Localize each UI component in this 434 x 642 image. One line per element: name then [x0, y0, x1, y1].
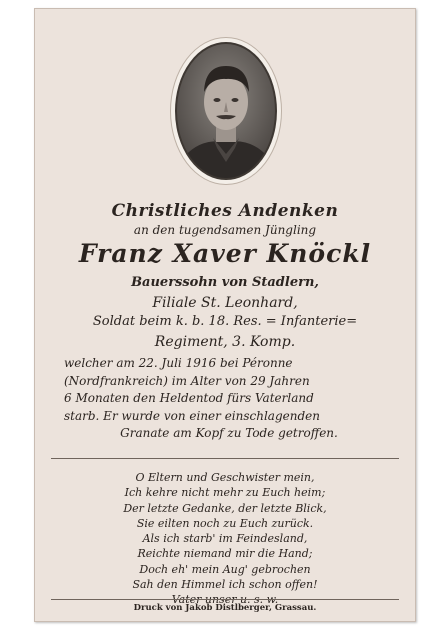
- poem-line: Sie eilten noch zu Euch zurück.: [136, 516, 314, 530]
- death-text-line: 6 Monaten den Heldentod fürs Vaterland: [64, 391, 314, 405]
- poem-line: Als ich starb' im Feindesland,: [142, 532, 308, 546]
- memorial-poem: [35, 470, 415, 608]
- death-text-line: starb. Er wurde von einer einschlagenden: [64, 408, 320, 423]
- memorial-card: [34, 8, 416, 622]
- soldier-portrait: [170, 37, 282, 185]
- card-heading: Christliches Andenken: [111, 201, 339, 221]
- unit-line-1: Soldat beim k. b. 18. Res. = Infanterie=: [92, 314, 358, 329]
- unit-line-2: Regiment, 3. Komp.: [154, 334, 296, 350]
- dedication-line: an den tugendsamen Jüngling: [133, 223, 317, 237]
- poem-line: Ich kehre nicht mehr zu Euch heim;: [124, 486, 326, 500]
- top-divider: [51, 458, 399, 459]
- poem-line: Doch eh' mein Aug' gebrochen: [139, 562, 311, 576]
- poem-line: Reichte niemand mir die Hand;: [137, 547, 313, 561]
- death-description: [64, 355, 394, 443]
- portrait-image: [171, 38, 281, 184]
- printer-credit: Druck von Jakob Distlberger, Grassau.: [133, 603, 317, 613]
- bottom-divider: [51, 599, 399, 600]
- poem-line: Der letzte Gedanke, der letzte Blick,: [123, 501, 327, 515]
- death-text-line: Granate am Kopf zu Tode getroffen.: [120, 426, 338, 440]
- deceased-name: Franz Xaver Knöckl: [78, 239, 372, 268]
- occupation-line: Bauerssohn von Stadlern,: [131, 275, 319, 290]
- poem-line: O Eltern und Geschwister mein,: [135, 471, 315, 484]
- parish-line: Filiale St. Leonhard,: [152, 295, 298, 311]
- death-text-line: welcher am 22. Juli 1916 bei Péronne: [64, 356, 293, 370]
- poem-line: Sah den Himmel ich schon offen!: [132, 578, 318, 592]
- death-text-line: (Nordfrankreich) im Alter von 29 Jahren: [64, 373, 310, 388]
